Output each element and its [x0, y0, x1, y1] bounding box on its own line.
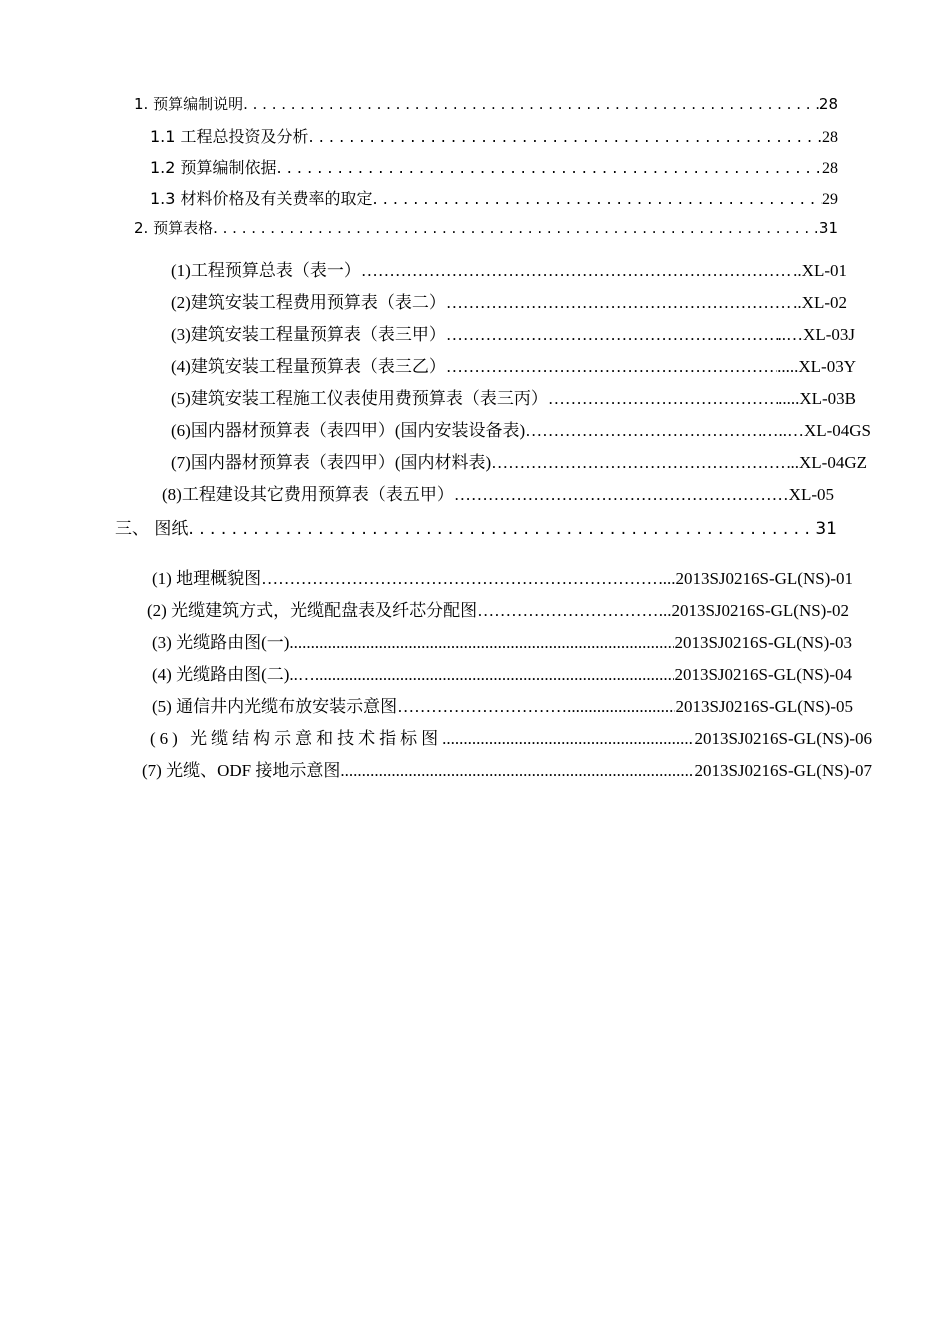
table-entry-label: (6)国内器材预算表（表四甲）(国内安装设备表) [171, 421, 526, 440]
ellipsis-leader [548, 389, 778, 409]
drawing-entry-3[interactable] [152, 628, 852, 653]
ellipsis-leader [261, 569, 663, 589]
table-entry-4[interactable] [171, 352, 856, 377]
drawing-entry-label: (1) 地理概貌图 [152, 569, 262, 588]
table-ref: ……XL-05 [754, 485, 834, 504]
table-entry-label: (1)工程预算总表（表一） [171, 261, 361, 280]
drawing-entry-label: (7) 光缆、ODF 接地示意图 [142, 761, 341, 780]
drawing-entry-7[interactable] [142, 756, 872, 781]
table-entry-label: (5)建筑安装工程施工仪表使用费预算表（表三丙） [171, 389, 548, 408]
drawing-ref: 2013SJ0216S-GL(NS)-07 [694, 761, 872, 780]
table-entry-label: (8)工程建设其它费用预算表（表五甲） [162, 485, 454, 504]
drawing-ref: 2013SJ0216S-GL(NS)-06 [694, 729, 872, 748]
table-ref: ..…XL-03J [777, 325, 855, 344]
table-entry-label: (2)建筑安装工程费用预算表（表二） [171, 293, 446, 312]
ellipsis-leader [525, 421, 761, 441]
table-entry-3[interactable] [171, 320, 855, 345]
drawing-entry-label: (6) 光缆结构示意和技术指标图 [150, 729, 443, 748]
toc-page-number: 28 [818, 95, 838, 113]
table-entry-2[interactable] [171, 288, 847, 313]
ellipsis-leader [397, 697, 567, 717]
table-entry-5[interactable] [171, 384, 856, 409]
toc-entry-1-1[interactable] [150, 124, 838, 147]
ellipsis-leader [446, 325, 778, 345]
toc-entry-1[interactable] [134, 93, 838, 114]
toc-page-number: 28 [822, 160, 838, 177]
table-ref: .....XL-03Y [777, 357, 856, 376]
ellipsis-leader [361, 261, 793, 281]
dot-leader [309, 127, 822, 146]
table-entry-7[interactable] [171, 448, 867, 473]
table-ref: …..…XL-04GS [761, 421, 871, 440]
drawing-entry-label: (4) 光缆路由图(二)..… [152, 665, 315, 684]
table-ref: .....XL-03B [778, 389, 856, 408]
dot-leader [188, 519, 815, 539]
ellipsis-leader [446, 293, 793, 313]
drawing-entry-4[interactable] [152, 660, 852, 685]
drawing-entry-label: (3) 光缆路由图(一). [152, 633, 294, 652]
dot-leader [442, 729, 694, 749]
ellipsis-leader [454, 485, 755, 505]
dot-leader [277, 158, 822, 177]
toc-entry-label: 1. 预算编制说明 [134, 95, 244, 113]
toc-entry-label: 1.1 工程总投资及分析 [150, 127, 309, 146]
table-ref: ..XL-04GZ [790, 453, 867, 472]
drawing-ref: ...2013SJ0216S-GL(NS)-01 [662, 569, 853, 588]
table-entry-8[interactable] [162, 480, 834, 505]
drawing-entry-5[interactable] [152, 692, 853, 717]
ellipsis-leader [446, 357, 777, 377]
table-ref: ..XL-01 [793, 261, 847, 280]
drawing-ref: 2013SJ0216S-GL(NS)-04 [674, 665, 852, 684]
dot-leader [340, 761, 694, 781]
drawing-entry-label: (5) 通信井内光缆布放安装示意图 [152, 697, 398, 716]
dot-leader [373, 189, 822, 208]
toc-entry-label: 1.2 预算编制依据 [150, 158, 277, 177]
drawing-ref: ...2013SJ0216S-GL(NS)-02 [658, 601, 849, 620]
dot-leader [213, 219, 819, 237]
toc-entry-2[interactable] [134, 217, 838, 238]
dot-leader [315, 665, 675, 685]
toc-page-number: 31 [815, 519, 837, 539]
drawing-ref: 2013SJ0216S-GL(NS)-05 [675, 697, 853, 716]
drawing-entry-label: (2) 光缆建筑方式，光缆配盘表及纤芯分配图 [147, 601, 478, 620]
toc-entry-1-2[interactable] [150, 155, 838, 178]
toc-entry-3[interactable] [115, 514, 837, 539]
drawing-entry-2[interactable] [147, 596, 849, 621]
ellipsis-leader [491, 453, 790, 473]
table-entry-label: (4)建筑安装工程量预算表（表三乙） [171, 357, 446, 376]
table-entry-label: (3)建筑安装工程量预算表（表三甲） [171, 325, 446, 344]
toc-page-number: 31 [818, 219, 838, 237]
drawing-entry-1[interactable] [152, 564, 853, 589]
toc-page-number: 28 [822, 129, 838, 146]
table-entry-6[interactable] [171, 416, 871, 441]
table-entry-1[interactable] [171, 256, 847, 281]
toc-entry-label: 三、 图纸 [115, 519, 189, 539]
drawing-ref: 2013SJ0216S-GL(NS)-03 [674, 633, 852, 652]
table-ref: ..XL-02 [793, 293, 847, 312]
toc-page-number: 29 [822, 191, 838, 208]
toc-entry-label: 1.3 材料价格及有关费率的取定 [150, 189, 373, 208]
drawing-entry-6[interactable] [150, 724, 872, 749]
dot-leader [567, 697, 675, 717]
ellipsis-leader [477, 601, 659, 621]
dot-leader [294, 633, 675, 653]
toc-entry-label: 2. 预算表格 [134, 219, 214, 237]
dot-leader [243, 95, 819, 113]
table-entry-label: (7)国内器材预算表（表四甲）(国内材料表) [171, 453, 492, 472]
toc-entry-1-3[interactable] [150, 186, 838, 209]
